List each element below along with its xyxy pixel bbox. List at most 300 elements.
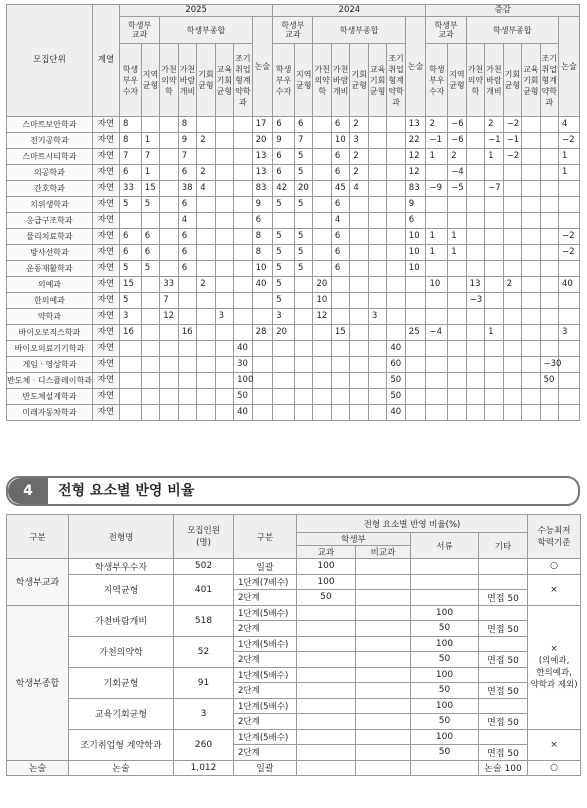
value-2024-cell <box>294 309 312 325</box>
value-2025-cell: 38 <box>178 181 196 197</box>
value-2024-cell: 13 <box>405 117 426 133</box>
value-change-cell <box>503 389 521 405</box>
value-2024-cell <box>294 357 312 373</box>
value-change-cell <box>559 389 580 405</box>
value-2025-cell <box>234 309 252 325</box>
type-header: 구분 <box>7 515 69 559</box>
value-2024-cell <box>331 341 349 357</box>
value-2024-cell: 9 <box>273 133 295 149</box>
value-change-cell <box>503 245 521 261</box>
stage-cell: 2단계 <box>234 745 297 761</box>
value-2025-cell <box>141 325 159 341</box>
value-2024-cell: 2 <box>350 165 368 181</box>
quota-cell: 518 <box>174 605 234 636</box>
value-2024-cell <box>368 325 386 341</box>
document-cell: 100 <box>411 667 479 683</box>
table-row <box>7 133 580 149</box>
value-change-cell <box>466 341 484 357</box>
value-change-cell <box>448 325 466 341</box>
quota-cell: 260 <box>174 729 234 760</box>
value-2025-cell <box>234 293 252 309</box>
unit-name-cell: 운동재활학과 <box>7 261 93 277</box>
value-2024-cell: 10 <box>313 293 331 309</box>
value-2024-cell: 10 <box>331 133 349 149</box>
value-change-cell <box>540 149 558 165</box>
name-cell: 가천바람개비 <box>69 605 174 636</box>
value-2024-cell: 6 <box>331 197 349 213</box>
value-2025-cell <box>160 149 178 165</box>
stage-cell: 1단계(5배수) <box>234 698 297 714</box>
value-change-cell <box>522 213 540 229</box>
value-change-cell <box>426 357 448 373</box>
value-change-cell <box>426 309 448 325</box>
non-subject-cell <box>356 652 411 668</box>
group-cell: 자연 <box>92 133 119 149</box>
value-2025-cell: 9 <box>252 197 273 213</box>
value-2025-cell <box>197 309 215 325</box>
value-change-cell <box>522 181 540 197</box>
value-2024-cell <box>313 405 331 421</box>
value-2025-cell <box>252 341 273 357</box>
sub-column-header: 학생부우수자 <box>273 44 295 117</box>
value-2025-cell <box>178 309 196 325</box>
stage-cell: 2단계 <box>234 652 297 668</box>
value-change-cell <box>485 341 503 357</box>
value-change-cell <box>448 357 466 373</box>
value-2025-cell <box>197 197 215 213</box>
value-2024-cell <box>387 165 405 181</box>
value-2025-cell: 8 <box>120 133 142 149</box>
value-2024-cell <box>313 357 331 373</box>
stage-cell: 1단계(5배수) <box>234 636 297 652</box>
value-change-cell <box>426 165 448 181</box>
value-change-cell <box>503 309 521 325</box>
ratio-header: 전형 요소별 반영 비율(%) <box>297 515 528 533</box>
value-change-cell <box>503 405 521 421</box>
value-2024-cell: 50 <box>387 373 405 389</box>
value-2025-cell <box>215 325 233 341</box>
value-change-cell <box>559 357 580 373</box>
table-row <box>7 181 580 197</box>
value-2024-cell <box>368 149 386 165</box>
value-2025-cell <box>197 229 215 245</box>
value-change-cell <box>448 197 466 213</box>
value-change-cell <box>503 325 521 341</box>
etc-cell: 면접 50 <box>479 714 528 730</box>
value-change-cell <box>522 261 540 277</box>
table-row <box>7 149 580 165</box>
value-change-cell: −2 <box>503 149 521 165</box>
etc-cell <box>479 729 528 745</box>
value-2024-cell <box>350 229 368 245</box>
value-2025-cell <box>141 341 159 357</box>
value-change-cell <box>466 165 484 181</box>
unit-name-cell: 간호학과 <box>7 181 93 197</box>
stage-cell: 2단계 <box>234 714 297 730</box>
value-2025-cell <box>178 277 196 293</box>
name-cell: 학생부우수자 <box>69 559 174 575</box>
value-2025-cell <box>215 149 233 165</box>
value-2024-cell <box>387 309 405 325</box>
value-change-cell <box>503 181 521 197</box>
etc-cell <box>479 698 528 714</box>
value-2024-cell <box>313 373 331 389</box>
non-subject-cell <box>356 714 411 730</box>
value-change-cell <box>540 341 558 357</box>
document-cell: 50 <box>411 683 479 699</box>
sub-column-header: 지역균형 <box>294 44 312 117</box>
value-change-cell <box>426 405 448 421</box>
group-cell: 자연 <box>92 309 119 325</box>
document-cell: 100 <box>411 729 479 745</box>
sub-column-header: 가천바람개비 <box>178 44 196 117</box>
non-subject-cell <box>356 745 411 761</box>
unit-name-cell: 한의예과 <box>7 293 93 309</box>
value-change-cell: 1 <box>559 149 580 165</box>
unit-name-cell: 바이오로직스학과 <box>7 325 93 341</box>
value-2024-cell <box>405 341 426 357</box>
value-2025-cell <box>178 405 196 421</box>
csat-cell: ○ <box>528 559 581 575</box>
value-change-cell: −9 <box>426 181 448 197</box>
value-2024-cell <box>313 389 331 405</box>
value-change-cell <box>466 197 484 213</box>
document-cell: 100 <box>411 636 479 652</box>
value-2024-cell: 42 <box>273 181 295 197</box>
document-cell <box>411 590 479 606</box>
value-2025-cell <box>120 357 142 373</box>
value-2025-cell <box>160 133 178 149</box>
non-subject-cell <box>356 760 411 776</box>
value-2024-cell <box>350 213 368 229</box>
value-2024-cell <box>387 181 405 197</box>
student-record-header: 학생부 <box>297 533 411 546</box>
value-2024-cell <box>387 229 405 245</box>
group-cell: 자연 <box>92 245 119 261</box>
value-2024-cell: 6 <box>331 245 349 261</box>
value-2025-cell <box>120 341 142 357</box>
value-2025-cell <box>215 229 233 245</box>
value-2025-cell <box>215 373 233 389</box>
value-change-cell: 1 <box>485 149 503 165</box>
value-change-cell <box>485 229 503 245</box>
value-change-cell <box>522 309 540 325</box>
value-change-cell <box>448 213 466 229</box>
value-2025-cell <box>197 357 215 373</box>
document-cell: 50 <box>411 621 479 637</box>
value-2024-cell <box>313 181 331 197</box>
value-2024-cell <box>331 357 349 373</box>
value-2024-cell <box>313 213 331 229</box>
value-2025-cell <box>252 293 273 309</box>
non-subject-cell <box>356 574 411 590</box>
table-row <box>7 197 580 213</box>
value-2025-cell: 8 <box>178 117 196 133</box>
value-change-cell <box>503 357 521 373</box>
value-change-cell <box>426 389 448 405</box>
value-2024-cell <box>387 261 405 277</box>
value-2024-cell <box>368 213 386 229</box>
value-2024-cell: 50 <box>387 389 405 405</box>
value-2024-cell <box>405 293 426 309</box>
sub-column-header: 교육기회균형 <box>522 44 540 117</box>
value-change-cell <box>466 117 484 133</box>
value-change-cell <box>540 133 558 149</box>
value-2024-cell <box>331 277 349 293</box>
value-2024-cell <box>368 229 386 245</box>
value-2025-cell <box>160 245 178 261</box>
value-2025-cell: 5 <box>120 293 142 309</box>
value-change-cell <box>522 245 540 261</box>
value-2024-cell <box>350 245 368 261</box>
value-2025-cell <box>178 341 196 357</box>
subject-cell <box>297 621 356 637</box>
value-change-cell: −2 <box>503 117 521 133</box>
non-subject-cell <box>356 559 411 575</box>
value-change-cell <box>540 245 558 261</box>
value-change-cell: 2 <box>448 149 466 165</box>
value-2025-cell: 15 <box>141 181 159 197</box>
stage-cell: 2단계 <box>234 621 297 637</box>
type-academic: 학생부교과 <box>7 559 69 606</box>
csat-cell: × <box>528 574 581 605</box>
value-2024-cell: 5 <box>294 197 312 213</box>
value-2025-cell <box>197 149 215 165</box>
group-cell: 자연 <box>92 341 119 357</box>
table-row <box>7 309 580 325</box>
value-2024-cell <box>313 117 331 133</box>
value-2025-cell: 6 <box>178 261 196 277</box>
quota-cell: 1,012 <box>174 760 234 776</box>
non-subject-cell <box>356 636 411 652</box>
value-2024-cell <box>368 181 386 197</box>
non-subject-header: 비교과 <box>356 546 411 559</box>
value-2025-cell: 5 <box>141 197 159 213</box>
sub-column-header: 가천바람개비 <box>331 44 349 117</box>
document-cell: 50 <box>411 652 479 668</box>
sub-column-header: 기회균형 <box>197 44 215 117</box>
table-row <box>7 405 580 421</box>
value-2024-cell: 6 <box>294 117 312 133</box>
stage-cell: 2단계 <box>234 590 297 606</box>
value-change-cell <box>485 293 503 309</box>
value-change-cell: 1 <box>426 245 448 261</box>
etc-cell: 면접 50 <box>479 652 528 668</box>
value-change-cell <box>522 117 540 133</box>
value-change-cell: −2 <box>559 133 580 149</box>
name-cell: 교육기회균형 <box>69 698 174 729</box>
value-2024-cell <box>350 357 368 373</box>
value-2024-cell: 2 <box>350 117 368 133</box>
sub-column-header: 지역균형 <box>448 44 466 117</box>
value-2025-cell <box>197 373 215 389</box>
sub-column-header: 기회균형 <box>350 44 368 117</box>
value-2025-cell: 15 <box>120 277 142 293</box>
value-change-cell: 1 <box>559 165 580 181</box>
value-2024-cell <box>313 197 331 213</box>
value-change-cell: 1 <box>448 229 466 245</box>
table-row <box>7 325 580 341</box>
value-2025-cell <box>215 261 233 277</box>
value-2025-cell <box>252 405 273 421</box>
value-2025-cell: 6 <box>178 165 196 181</box>
value-2024-cell <box>273 341 295 357</box>
group-header: 계열 <box>92 5 119 117</box>
value-2024-cell: 5 <box>273 261 295 277</box>
student-academic-header: 학생부 교과 <box>120 17 160 44</box>
value-2024-cell <box>350 293 368 309</box>
value-change-cell <box>522 229 540 245</box>
value-2024-cell: 3 <box>273 309 295 325</box>
value-change-cell: 4 <box>559 117 580 133</box>
value-2025-cell <box>160 181 178 197</box>
value-2025-cell <box>178 293 196 309</box>
value-2025-cell <box>160 373 178 389</box>
table-row <box>7 213 580 229</box>
value-change-cell: 50 <box>540 373 558 389</box>
subject-cell <box>297 683 356 699</box>
document-cell: 50 <box>411 745 479 761</box>
value-2025-cell: 3 <box>215 309 233 325</box>
admission-quota-table <box>6 4 580 421</box>
value-change-cell <box>485 357 503 373</box>
value-2024-cell <box>368 117 386 133</box>
value-2024-cell: 5 <box>294 261 312 277</box>
subject-cell <box>297 760 356 776</box>
value-2025-cell <box>197 213 215 229</box>
value-2024-cell <box>405 357 426 373</box>
non-subject-cell <box>356 698 411 714</box>
value-2024-cell <box>313 149 331 165</box>
value-2024-cell: 6 <box>405 213 426 229</box>
value-2025-cell: 6 <box>120 229 142 245</box>
value-change-cell <box>485 389 503 405</box>
table-row <box>7 165 580 181</box>
value-2025-cell <box>160 213 178 229</box>
value-2025-cell: 6 <box>120 245 142 261</box>
etc-cell <box>479 667 528 683</box>
name-cell: 조기취업형 계약학과 <box>69 729 174 760</box>
value-change-cell <box>522 149 540 165</box>
value-2025-cell: 8 <box>120 117 142 133</box>
value-2024-cell: 5 <box>294 245 312 261</box>
value-2025-cell: 28 <box>252 325 273 341</box>
value-2024-cell: 10 <box>405 229 426 245</box>
change-header: 증감 <box>426 5 580 17</box>
value-2025-cell <box>160 389 178 405</box>
value-change-cell <box>540 261 558 277</box>
stage-cell: 일괄 <box>234 760 297 776</box>
value-2025-cell: 33 <box>120 181 142 197</box>
value-change-cell <box>466 309 484 325</box>
value-change-cell <box>466 229 484 245</box>
value-change-cell <box>426 293 448 309</box>
value-change-cell <box>466 213 484 229</box>
value-change-cell <box>485 405 503 421</box>
stage-cell: 일괄 <box>234 559 297 575</box>
value-2024-cell <box>387 245 405 261</box>
value-2024-cell: 40 <box>387 341 405 357</box>
value-2024-cell <box>368 165 386 181</box>
value-2024-cell: 6 <box>331 165 349 181</box>
value-2025-cell <box>234 261 252 277</box>
value-2025-cell <box>252 389 273 405</box>
sub-column-header: 조기취업형계약학과 <box>234 44 252 117</box>
value-change-cell: −1 <box>485 133 503 149</box>
value-2024-cell: 5 <box>294 149 312 165</box>
value-2024-cell <box>331 405 349 421</box>
value-2024-cell <box>313 133 331 149</box>
table-row <box>7 293 580 309</box>
value-change-cell <box>448 373 466 389</box>
value-2024-cell <box>294 373 312 389</box>
value-2024-cell: 60 <box>387 357 405 373</box>
stage-cell: 2단계 <box>234 683 297 699</box>
value-change-cell <box>466 325 484 341</box>
value-change-cell <box>448 277 466 293</box>
etc-cell: 면접 50 <box>479 745 528 761</box>
unit-name-cell: 약학과 <box>7 309 93 325</box>
group-cell: 자연 <box>92 149 119 165</box>
value-2024-cell: 5 <box>273 293 295 309</box>
value-2024-cell: 5 <box>273 229 295 245</box>
sub-column-header: 가천의약학 <box>466 44 484 117</box>
value-2025-cell <box>160 357 178 373</box>
non-subject-cell <box>356 621 411 637</box>
value-2025-cell <box>215 405 233 421</box>
etc-cell: 면접 50 <box>479 683 528 699</box>
value-2025-cell <box>197 341 215 357</box>
value-change-cell <box>466 133 484 149</box>
value-2024-cell <box>331 373 349 389</box>
value-change-cell <box>466 373 484 389</box>
etc-cell <box>479 636 528 652</box>
value-change-cell <box>426 261 448 277</box>
value-change-cell <box>448 293 466 309</box>
value-change-cell <box>503 213 521 229</box>
value-2024-cell <box>273 357 295 373</box>
unit-name-cell: 의예과 <box>7 277 93 293</box>
group-cell: 자연 <box>92 181 119 197</box>
value-2025-cell: 10 <box>252 261 273 277</box>
value-change-cell <box>559 293 580 309</box>
value-2025-cell: 83 <box>252 181 273 197</box>
value-2024-cell <box>368 405 386 421</box>
value-change-cell <box>522 389 540 405</box>
group-cell: 자연 <box>92 277 119 293</box>
value-change-cell: −6 <box>448 117 466 133</box>
stage-cell: 1단계(5배수) <box>234 667 297 683</box>
csat-header: 수능최저 학력기준 <box>528 515 581 559</box>
value-change-cell <box>540 165 558 181</box>
value-change-cell <box>426 197 448 213</box>
value-2024-cell <box>387 213 405 229</box>
document-cell: 100 <box>411 605 479 621</box>
value-change-cell <box>448 261 466 277</box>
unit-name-cell: 반도체설계학과 <box>7 389 93 405</box>
value-2024-cell <box>405 405 426 421</box>
value-2024-cell <box>350 373 368 389</box>
value-2025-cell <box>215 165 233 181</box>
value-2025-cell <box>141 373 159 389</box>
value-change-cell <box>559 373 580 389</box>
value-2024-cell <box>331 389 349 405</box>
value-2025-cell: 7 <box>120 149 142 165</box>
group-cell: 자연 <box>92 117 119 133</box>
value-2025-cell <box>141 213 159 229</box>
name-header: 전형명 <box>69 515 174 559</box>
value-2025-cell <box>141 117 159 133</box>
